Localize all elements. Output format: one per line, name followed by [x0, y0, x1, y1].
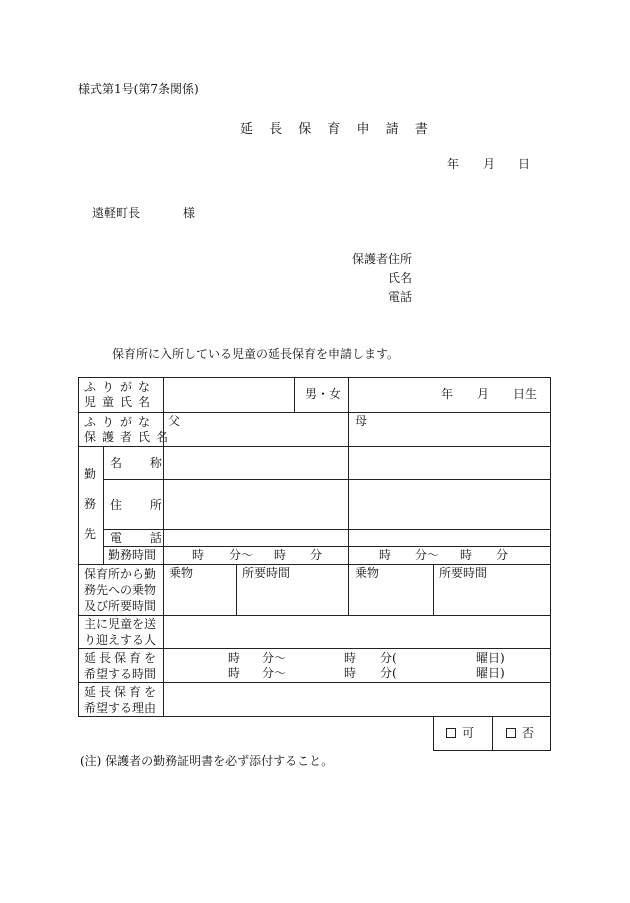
birth-day: 日生 — [513, 387, 538, 401]
mother-hours-h2: 時 — [460, 548, 473, 562]
ext2-h2: 時 — [344, 666, 357, 680]
workplace-label-3: 先 — [84, 527, 97, 541]
commute-label-3: 及び所要時間 — [84, 599, 157, 613]
guardian-name-label: 保護者氏名 — [84, 430, 175, 444]
extended-hours-label-1: 延長保育を — [84, 651, 160, 665]
reason-label-2: 希望する理由 — [84, 701, 157, 715]
workplace-address-label: 住 所 — [110, 498, 174, 512]
workplace-label-2: 務 — [84, 497, 97, 511]
page-title: 延 長 保 育 申 請 書 — [240, 122, 434, 137]
mother-label: 母 — [355, 414, 368, 428]
ext1-weekday: 曜日) — [476, 651, 505, 665]
footnote: (注) 保護者の勤務証明書を必ず添付すること。 — [80, 754, 334, 768]
extended-hours-label-2: 希望する時間 — [84, 667, 157, 681]
ext2-m1: 分〜 — [262, 666, 287, 680]
ext2-h1: 時 — [228, 666, 241, 680]
father-label: 父 — [168, 414, 181, 428]
ext1-h1: 時 — [228, 651, 241, 665]
applicant-name-label: 氏名 — [388, 271, 413, 285]
father-vehicle-label: 乗物 — [169, 566, 194, 580]
form-number: 様式第1号(第7条関係) — [78, 82, 199, 96]
father-time-label: 所要時間 — [242, 566, 291, 580]
deny-checkbox[interactable] — [506, 728, 516, 738]
birth-month: 月 — [477, 387, 490, 401]
father-hours-h1: 時 — [192, 548, 205, 562]
commute-label-1: 保育所から勤 — [84, 567, 157, 581]
mother-hours-h1: 時 — [379, 548, 392, 562]
ext1-m1: 分〜 — [262, 651, 287, 665]
applicant-phone-label: 電話 — [388, 290, 413, 304]
father-hours-m2: 分 — [310, 548, 323, 562]
commute-label-2: 務先への乗物 — [84, 583, 157, 597]
guardian-furigana-label: ふりがな — [84, 415, 157, 429]
approve-checkbox[interactable] — [446, 728, 456, 738]
mother-time-label: 所要時間 — [439, 566, 488, 580]
ext2-m2: 分( — [380, 666, 397, 680]
mother-hours-m1: 分〜 — [415, 548, 440, 562]
applicant-address-label: 保護者住所 — [352, 252, 413, 266]
approve-label: 可 — [462, 726, 475, 740]
workplace-label-1: 勤 — [84, 467, 97, 481]
date-day: 日 — [518, 157, 531, 171]
deny-label: 否 — [522, 726, 535, 740]
approve-option[interactable] — [446, 725, 474, 741]
ext1-m2: 分( — [380, 651, 397, 665]
ext1-h2: 時 — [344, 651, 357, 665]
deny-option[interactable] — [506, 725, 534, 741]
addressee-name: 遠軽町長 — [92, 206, 141, 220]
date-year: 年 — [447, 157, 460, 171]
mother-hours-m2: 分 — [496, 548, 509, 562]
addressee-honorific: 様 — [183, 206, 196, 220]
reason-label-1: 延長保育を — [84, 685, 160, 699]
father-hours-m1: 分〜 — [229, 548, 254, 562]
date-month: 月 — [483, 157, 496, 171]
birth-year: 年 — [441, 387, 454, 401]
father-hours-h2: 時 — [274, 548, 287, 562]
pickup-label-1: 主に児童を送 — [84, 617, 157, 631]
mother-vehicle-label: 乗物 — [355, 566, 380, 580]
pickup-label-2: り迎えする人 — [84, 633, 157, 647]
ext2-weekday: 曜日) — [476, 666, 505, 680]
child-sex-field: 男・女 — [305, 387, 342, 401]
work-hours-label: 勤務時間 — [108, 548, 157, 562]
child-furigana-label: ふりがな — [84, 380, 157, 394]
workplace-name-label: 名 称 — [110, 456, 174, 470]
child-name-label: 児童氏名 — [84, 395, 157, 409]
intro-text: 保育所に入所している児童の延長保育を申請します。 — [112, 347, 400, 361]
workplace-phone-label: 電 話 — [110, 531, 174, 545]
